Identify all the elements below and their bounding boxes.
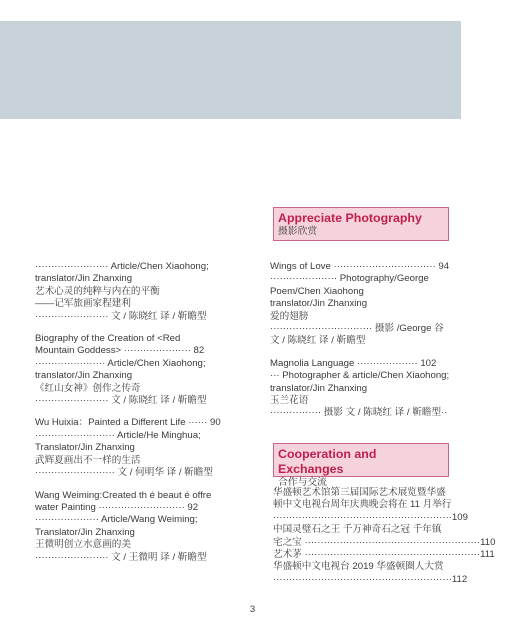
toc-entry-line: ······················· 文 / 陈晓红 译 / 靳瞻型 <box>35 310 207 322</box>
section-header-appreciate-photography <box>273 207 449 241</box>
toc-entry[interactable] <box>270 358 465 420</box>
toc-entry-line[interactable]: 顿中文电视台周年庆典晚会将在 11 月举行 <box>273 499 452 511</box>
toc-entry-line: water Painting ··························· 92 <box>35 501 199 513</box>
toc-entry-line: translator/Jin Zhanxing <box>270 382 368 394</box>
section-subtitle: 合作与交流 <box>278 477 327 488</box>
toc-entry-line: 王微明创立水意画的美 <box>35 539 131 551</box>
toc-entry-line: ····················· Photography/George <box>270 273 429 285</box>
toc-left-column <box>35 261 230 574</box>
toc-entry[interactable] <box>35 333 230 407</box>
toc-entry[interactable] <box>35 417 230 479</box>
toc-entry-line[interactable]: 艺术茅 ·······················································111 <box>273 549 495 561</box>
toc-entry-line: ······················ Article/Chen Xiaohong; <box>35 357 206 369</box>
toc-entry-line: 艺术心灵的纯粹与内在的平衡 <box>35 285 160 297</box>
toc-entry-line: ··· Photographer & article/Chen Xiaohong; <box>270 370 450 382</box>
toc-entry-line: ································ 摄影 /George 谷 <box>270 323 444 335</box>
section-title: Appreciate Photography <box>278 211 422 225</box>
toc-entry-line: ···················· Article/Wang Weiming; <box>35 514 198 526</box>
toc-entry-line: 《红山女神》创作之传奇 <box>35 382 141 394</box>
toc-entry[interactable] <box>270 261 465 348</box>
section-subtitle: 摄影欣赏 <box>278 226 318 237</box>
toc-entry-line: ······················· Article/Chen Xiaohong; <box>35 261 209 272</box>
toc-entry-line: 玉兰花语 <box>270 395 309 407</box>
toc-entry-line[interactable]: 华盛顿艺术馆第三届国际艺术展览暨华盛 <box>273 487 446 498</box>
toc-right-column <box>270 261 465 430</box>
toc-entry-line: ························· 文 / 何明华 译 / 靳瞻型 <box>35 467 213 479</box>
page-number: 3 <box>249 604 256 615</box>
toc-entry-line: ························· Article/He Minghua; <box>35 429 201 441</box>
toc-entry-line[interactable]: 华盛顿中文电视台 2019 华盛顿圈人大赏 <box>273 561 444 573</box>
toc-entry-line: ——记军旅画家程建利 <box>35 298 131 310</box>
toc-cooperation-list <box>273 487 496 585</box>
toc-entry-line: Wang Weiming:Created th é beaut é offre <box>35 489 212 501</box>
toc-entry-line: Biography of the Creation of <Red <box>35 333 181 345</box>
toc-entry-line: 武辉夏画出不一样的生活 <box>35 454 141 466</box>
toc-entry-line: translator/Jin Zhanxing <box>270 298 368 310</box>
header-banner <box>0 21 461 119</box>
toc-entry-line: 爱的翅膀 <box>270 310 309 322</box>
toc-entry-line: 文 / 陈晓红 译 / 靳瞻型 <box>270 335 366 347</box>
toc-entry-line: Wings of Love ································ 94 <box>270 261 450 272</box>
toc-entry[interactable] <box>35 261 230 323</box>
toc-entry-line: Mountain Goddess> ····················· 82 <box>35 345 205 357</box>
toc-entry-line: ······················· 文 / 陈晓红 译 / 靳瞻型 <box>35 395 207 407</box>
toc-entry-line: Magnolia Language ··················· 102 <box>270 357 437 369</box>
section-header-cooperation-exchanges <box>273 443 449 488</box>
toc-entry-line: Translator/Jin Zhanxing <box>35 442 135 454</box>
toc-entry-line[interactable]: ························································109 <box>273 511 468 523</box>
toc-entry-line[interactable]: ························································112 <box>273 573 468 585</box>
toc-entry-line[interactable]: 中国灵璧石之王 千万神奇石之冠 千年镇 <box>273 524 442 536</box>
toc-entry-line[interactable]: 宅之宝 ·······················································110 <box>273 536 496 548</box>
toc-entry-line: translator/Jin Zhanxing <box>35 273 133 285</box>
toc-entry-line: Poem/Chen Xiaohong <box>270 285 364 297</box>
toc-entry-line: Translator/Jin Zhanxing <box>35 526 135 538</box>
toc-entry-line: ······················· 文 / 王微明 译 / 靳瞻型 <box>35 551 207 563</box>
toc-entry-line: ················ 摄影 文 / 陈晓红 译 / 靳瞻型·· <box>270 407 448 419</box>
toc-entry-line: translator/Jin Zhanxing <box>35 370 133 382</box>
toc-entry[interactable] <box>35 490 230 564</box>
toc-entry-line: Wu Huixia：Painted a Different Life ······ 90 <box>35 417 221 429</box>
section-title: Cooperation and Exchanges <box>278 447 377 476</box>
